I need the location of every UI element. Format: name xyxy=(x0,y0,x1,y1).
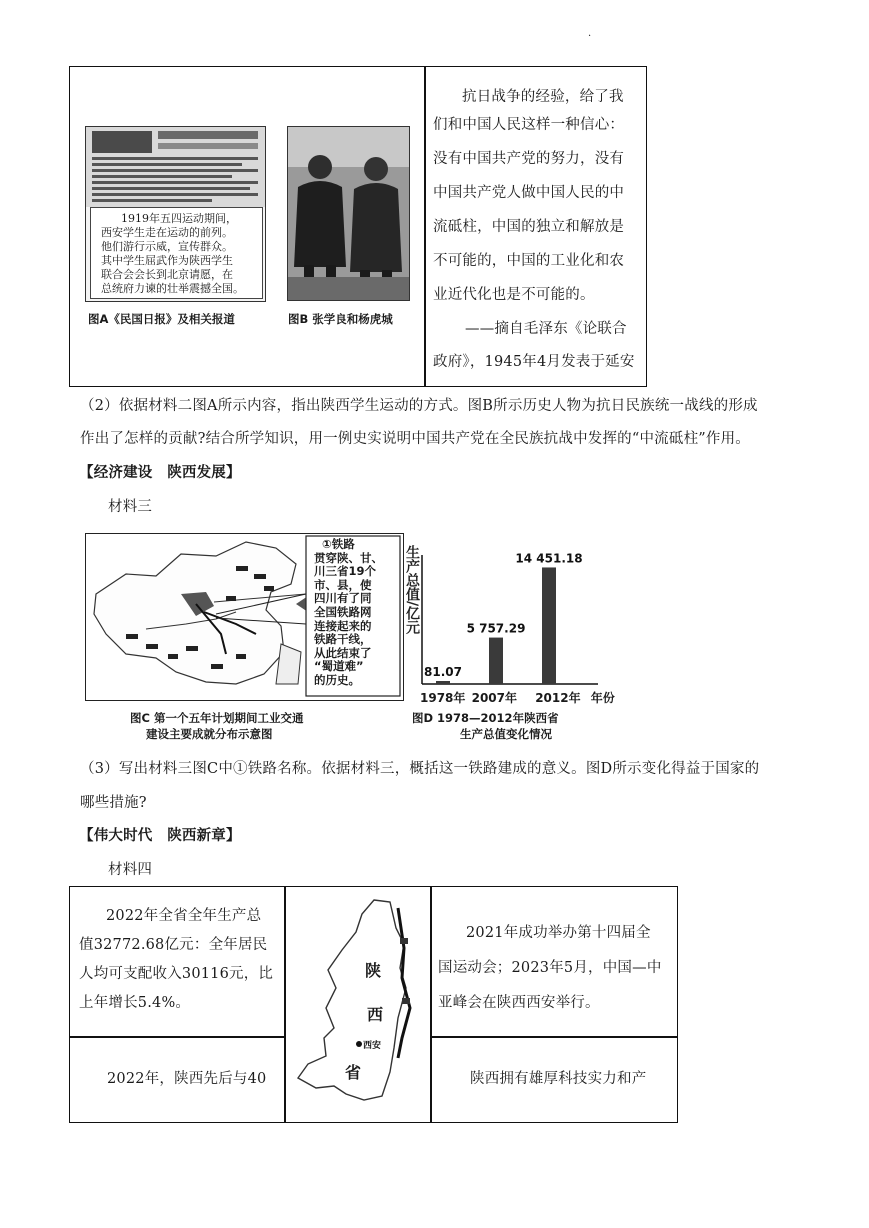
news-line: 他们游行示威，宣传群众。 xyxy=(101,240,233,253)
x-tick: 1978年 xyxy=(420,691,466,705)
material-label: 材料四 xyxy=(108,862,153,878)
x-axis-title: 年份 xyxy=(590,691,615,705)
railway-callout xyxy=(314,538,383,688)
table-cell-gdp xyxy=(79,902,274,1018)
quote-line: 们和中国人民这样一种信心： xyxy=(433,117,625,133)
page-mark: . xyxy=(588,28,592,39)
callout-line: 铁路干线， xyxy=(314,632,372,647)
caption-a: 图A《民国日报》及相关报道 xyxy=(88,312,235,326)
x-tick: 2012年 xyxy=(535,691,581,705)
news-line: 总统府力谏的壮举震撼全国。 xyxy=(101,282,244,295)
quote-source: 政府》，1945年4月发表于延安 xyxy=(433,354,635,370)
question-3-line: （3）写出材料三图C中①铁路名称。依据材料三，概括这一铁路建成的意义。图D所示变化得益于国家的 xyxy=(80,761,760,777)
quote-line: 业近代化也是不可能的。 xyxy=(433,287,595,303)
news-line: 西安学生走在运动的前列。 xyxy=(101,226,233,239)
chart-xlabels xyxy=(420,689,615,706)
callout-line: 市、县，使 xyxy=(314,577,372,592)
question-2-line: 作出了怎样的贡献?结合所学知识，用一例史实说明中国共产党在全民族抗战中发挥的“中流砥柱”作用。 xyxy=(80,431,750,447)
callout-line: 川三省19个 xyxy=(314,564,377,579)
chart-ylabel: 生产总值/亿元 xyxy=(404,545,420,635)
callout-line: 全国铁路网 xyxy=(314,604,372,619)
section-heading: 【伟大时代 陕西新章】 xyxy=(79,827,241,844)
newspaper-caption-box xyxy=(90,207,263,299)
callout-line: ①铁路 xyxy=(322,537,355,551)
quote-source: ——摘自毛泽东《论联合 xyxy=(465,321,627,337)
section-heading: 【经济建设 陕西发展】 xyxy=(79,464,241,481)
callout-line: “蜀道难” xyxy=(314,659,364,674)
news-line: 1919年五四运动期间， xyxy=(121,212,237,225)
quote-line: 不可能的，中国的工业化和农 xyxy=(433,253,625,269)
map-label: 省 xyxy=(345,1063,362,1082)
quote-line: 抗日战争的经验，给了我 xyxy=(462,89,624,105)
cell-line: 2022年全省全年生产总 xyxy=(106,908,262,924)
bar xyxy=(436,681,450,684)
chart-d xyxy=(398,535,628,707)
cell-line: 2021年成功举办第十四届全 xyxy=(466,925,651,941)
callout-line: 贯穿陕、甘、 xyxy=(314,550,383,565)
question-2-line: （2）依据材料二图A所示内容，指出陕西学生运动的方式。图B所示历史人物为抗日民族统一战线的形成 xyxy=(80,398,758,414)
newspaper-image xyxy=(85,126,266,302)
callout-line: 连接起来的 xyxy=(314,618,372,633)
material-label: 材料三 xyxy=(108,499,153,515)
caption-b: 图B 张学良和杨虎城 xyxy=(288,312,393,326)
bar-value-label: 14 451.18 xyxy=(515,551,583,566)
callout-line: 从此结束了 xyxy=(314,645,372,660)
figures-photo xyxy=(287,126,410,301)
callout-line: 四川有了同 xyxy=(314,591,372,606)
quote-line: 流砥柱，中国的独立和解放是 xyxy=(433,219,625,235)
bar-value-label: 5 757.29 xyxy=(466,621,526,636)
table-cell-partners: 2022年，陕西先后与40 xyxy=(107,1071,267,1087)
chart-title: 生产总值变化情况 xyxy=(460,727,552,741)
quote-line: 中国共产党人做中国人民的中 xyxy=(433,185,625,201)
map-city-label: 西安 xyxy=(363,1041,382,1051)
map-c-caption: 图C 第一个五年计划期间工业交通 xyxy=(130,711,304,725)
map-c xyxy=(85,533,404,701)
newspaper-print-icon xyxy=(86,127,265,207)
shaanxi-map-icon xyxy=(286,888,429,1121)
material2-divider xyxy=(424,66,426,387)
news-line: 联合会会长到北京请愿，在 xyxy=(101,268,233,281)
table-row-divider xyxy=(69,1036,285,1038)
bar xyxy=(489,638,503,684)
cell-line: 亚峰会在陕西西安举行。 xyxy=(438,995,600,1011)
news-line: 其中学生屈武作为陕西学生 xyxy=(101,254,233,267)
table-cell-tech: 陕西拥有雄厚科技实力和产 xyxy=(470,1071,647,1087)
table-row-divider xyxy=(430,1036,678,1038)
bar-value-label: 81.07 xyxy=(424,665,462,679)
table-divider xyxy=(430,886,432,1123)
map-label: 西 xyxy=(367,1005,384,1024)
cell-line: 国运动会；2023年5月，中国—中 xyxy=(438,960,662,976)
map-label: 陕 xyxy=(365,961,382,980)
portrait-icon xyxy=(288,127,409,300)
cell-line: 值32772.68亿元：全年居民 xyxy=(79,937,268,953)
map-c-caption: 建设主要成就分布示意图 xyxy=(146,727,273,741)
cell-line: 人均可支配收入30116元，比 xyxy=(79,966,274,982)
chart-title: 图D 1978—2012年陕西省 xyxy=(412,711,559,725)
quote-line: 没有中国共产党的努力，没有 xyxy=(433,151,625,167)
callout-line: 的历史。 xyxy=(314,672,360,687)
x-tick: 2007年 xyxy=(471,691,517,705)
question-3-line: 哪些措施? xyxy=(80,795,147,811)
table-cell-events xyxy=(438,916,662,1021)
bar xyxy=(542,567,556,684)
cell-line: 上年增长5.4%。 xyxy=(79,995,191,1011)
